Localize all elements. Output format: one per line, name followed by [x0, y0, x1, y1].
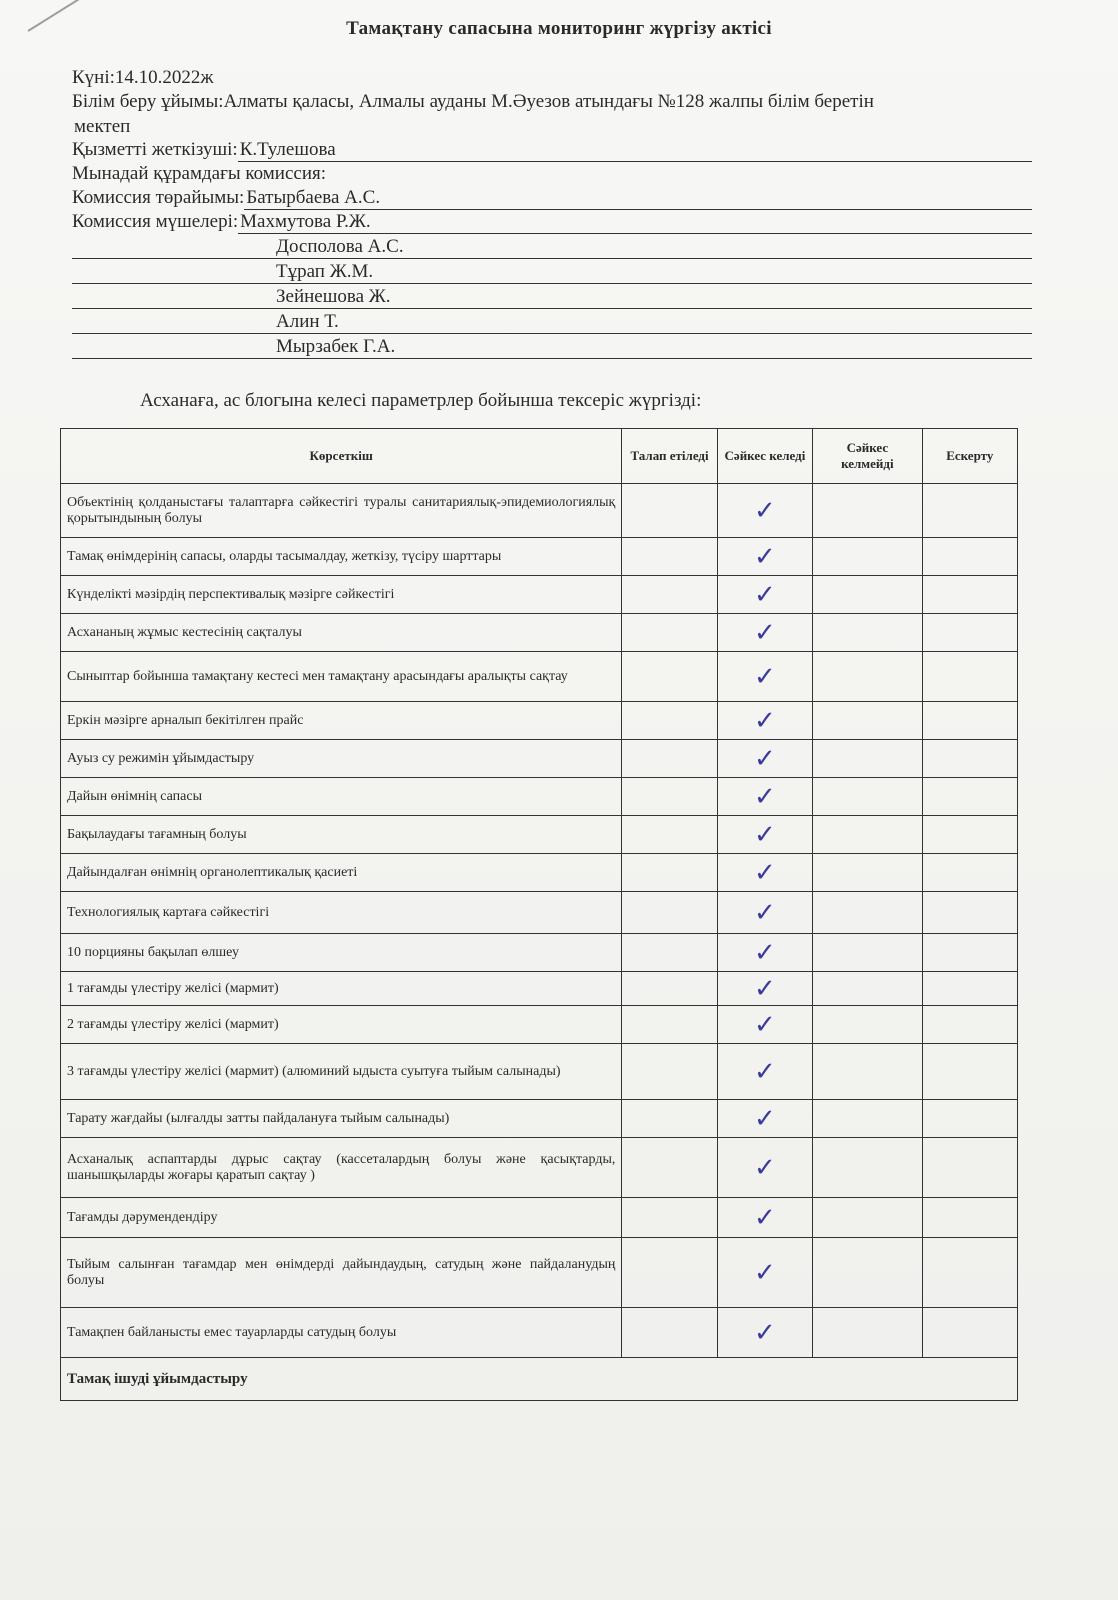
- table-row: [61, 538, 1018, 576]
- indicator-cell: Тыйым салынған тағамдар мен өнімдерді дайындаудың, сатудың және пайдаланудың болуы: [61, 1238, 622, 1308]
- member-name: Досполова А.С.: [274, 236, 1032, 259]
- indicator-cell: Технологиялық картаға сәйкестігі: [61, 892, 622, 934]
- required-cell: [622, 538, 717, 576]
- compliant-cell: [717, 1138, 812, 1198]
- checkmark-icon: ✓: [754, 1152, 776, 1183]
- table-row: [61, 652, 1018, 702]
- compliant-cell: [717, 1044, 812, 1100]
- compliant-cell: [717, 972, 812, 1006]
- table-row: [61, 1100, 1018, 1138]
- note-cell: [922, 1100, 1017, 1138]
- noncompliant-cell: [813, 1238, 922, 1308]
- noncompliant-cell: [813, 934, 922, 972]
- compliant-cell: [717, 854, 812, 892]
- compliant-cell: [717, 484, 812, 538]
- note-cell: [922, 538, 1017, 576]
- noncompliant-cell: [813, 1308, 922, 1358]
- header-compliant: Сәйкес келеді: [717, 429, 812, 484]
- meta-block: [72, 66, 1032, 359]
- indicator-cell: Тағамды дәрумендендіру: [61, 1198, 622, 1238]
- compliant-cell: [717, 1308, 812, 1358]
- chair-value: Батырбаева А.С.: [244, 187, 1032, 210]
- note-cell: [922, 816, 1017, 854]
- compliant-cell: [717, 1198, 812, 1238]
- supplier-row: [72, 138, 1032, 162]
- required-cell: [622, 740, 717, 778]
- commission-row: [72, 162, 1032, 186]
- checkmark-icon: ✓: [754, 1317, 776, 1348]
- table-row: [61, 1238, 1018, 1308]
- member-name: Зейнешова Ж.: [274, 286, 1032, 309]
- checkmark-icon: ✓: [754, 857, 776, 888]
- indicator-cell: Тамақпен байланысты емес тауарларды сатудың болуы: [61, 1308, 622, 1358]
- table-row: [61, 702, 1018, 740]
- noncompliant-cell: [813, 652, 922, 702]
- note-cell: [922, 1198, 1017, 1238]
- indicator-cell: Еркін мәзірге арналып бекітілген прайс: [61, 702, 622, 740]
- note-cell: [922, 1006, 1017, 1044]
- required-cell: [622, 652, 717, 702]
- chair-row: [72, 186, 1032, 210]
- commission-label: Мынадай құрамдағы комиссия:: [72, 163, 327, 184]
- note-cell: [922, 892, 1017, 934]
- table-row: [61, 1006, 1018, 1044]
- date-row: [72, 66, 1032, 90]
- checkmark-icon: ✓: [754, 1202, 776, 1233]
- note-cell: [922, 1044, 1017, 1100]
- compliant-cell: [717, 816, 812, 854]
- header-indicator: Көрсеткіш: [61, 429, 622, 484]
- section-title: Тамақ ішуді ұйымдастыру: [61, 1358, 1018, 1401]
- noncompliant-cell: [813, 702, 922, 740]
- member-row: [72, 234, 1032, 259]
- table-row: [61, 854, 1018, 892]
- compliant-cell: [717, 892, 812, 934]
- member-row: [72, 309, 1032, 334]
- indicator-cell: Бақылаудағы тағамның болуы: [61, 816, 622, 854]
- table-row: [61, 1138, 1018, 1198]
- table-row: [61, 892, 1018, 934]
- compliant-cell: [717, 778, 812, 816]
- members-label: Комиссия мүшелері:: [72, 211, 239, 232]
- note-cell: [922, 702, 1017, 740]
- table-row: [61, 614, 1018, 652]
- member-name: Махмутова Р.Ж.: [238, 211, 1032, 234]
- table-header-row: [61, 429, 1018, 484]
- note-cell: [922, 854, 1017, 892]
- required-cell: [622, 1100, 717, 1138]
- checkmark-icon: ✓: [754, 495, 776, 526]
- members-row: [72, 210, 1032, 234]
- note-cell: [922, 778, 1017, 816]
- required-cell: [622, 972, 717, 1006]
- date-label: Күні:: [72, 67, 115, 88]
- org-row-cont: [72, 114, 1032, 138]
- indicator-cell: Асханалық аспаптарды дұрыс сақтау (кассеталардың болуы және қасықтарды, шанышқыларды жоғары қаратып сақтау ): [61, 1138, 622, 1198]
- noncompliant-cell: [813, 614, 922, 652]
- checkmark-icon: ✓: [754, 897, 776, 928]
- checkmark-icon: ✓: [754, 743, 776, 774]
- document-title: Тамақтану сапасына мониторинг жүргізу актісі: [346, 18, 772, 39]
- indicator-cell: Тарату жағдайы (ылғалды затты пайдалануға тыйым салынады): [61, 1100, 622, 1138]
- supplier-label: Қызметті жеткізуші:: [72, 139, 238, 160]
- member-row: [72, 284, 1032, 309]
- required-cell: [622, 892, 717, 934]
- table-row: [61, 816, 1018, 854]
- member-name: Тұрап Ж.М.: [274, 261, 1032, 284]
- checkmark-icon: ✓: [754, 617, 776, 648]
- note-cell: [922, 614, 1017, 652]
- table-row: [61, 1198, 1018, 1238]
- compliant-cell: [717, 702, 812, 740]
- checkmark-icon: ✓: [754, 1009, 776, 1040]
- checkmark-icon: ✓: [754, 819, 776, 850]
- indicator-cell: Ауыз су режимін ұйымдастыру: [61, 740, 622, 778]
- note-cell: [922, 740, 1017, 778]
- noncompliant-cell: [813, 972, 922, 1006]
- required-cell: [622, 778, 717, 816]
- checkmark-icon: ✓: [754, 1257, 776, 1288]
- indicator-cell: Сыныптар бойынша тамақтану кестесі мен тамақтану арасындағы аралықты сақтау: [61, 652, 622, 702]
- indicator-cell: 1 тағамды үлестіру желісі (мармит): [61, 972, 622, 1006]
- compliant-cell: [717, 1100, 812, 1138]
- compliant-cell: [717, 652, 812, 702]
- noncompliant-cell: [813, 484, 922, 538]
- compliant-cell: [717, 934, 812, 972]
- note-cell: [922, 1138, 1017, 1198]
- note-cell: [922, 652, 1017, 702]
- checkmark-icon: ✓: [754, 937, 776, 968]
- checkmark-icon: ✓: [754, 781, 776, 812]
- table-row: [61, 934, 1018, 972]
- member-name: Алин Т.: [274, 311, 1032, 334]
- required-cell: [622, 484, 717, 538]
- checkmark-icon: ✓: [754, 661, 776, 692]
- noncompliant-cell: [813, 740, 922, 778]
- member-row: [72, 259, 1032, 284]
- note-cell: [922, 972, 1017, 1006]
- noncompliant-cell: [813, 1100, 922, 1138]
- indicator-cell: 10 порцияны бақылап өлшеу: [61, 934, 622, 972]
- indicator-cell: Күнделікті мәзірдің перспективалық мәзірге сәйкестігі: [61, 576, 622, 614]
- header-required: Талап етіледі: [622, 429, 717, 484]
- noncompliant-cell: [813, 538, 922, 576]
- note-cell: [922, 934, 1017, 972]
- required-cell: [622, 1238, 717, 1308]
- table-body: [61, 484, 1018, 1401]
- note-cell: [922, 576, 1017, 614]
- indicator-cell: 3 тағамды үлестіру желісі (мармит) (алюминий ыдыста суытуға тыйым салынады): [61, 1044, 622, 1100]
- chair-label: Комиссия төрайымы:: [72, 187, 245, 208]
- noncompliant-cell: [813, 576, 922, 614]
- table-row: [61, 484, 1018, 538]
- checkmark-icon: ✓: [754, 541, 776, 572]
- required-cell: [622, 854, 717, 892]
- indicator-cell: Тамақ өнімдерінің сапасы, оларды тасымалдау, жеткізу, түсіру шарттары: [61, 538, 622, 576]
- member-row: [72, 334, 1032, 359]
- noncompliant-cell: [813, 854, 922, 892]
- table-row: [61, 778, 1018, 816]
- header-noncompliant: Сәйкес келмейді: [813, 429, 922, 484]
- org-value: Алматы қаласы, Алмалы ауданы М.Әуезов атындағы №128 жалпы білім беретін: [223, 91, 874, 112]
- checkmark-icon: ✓: [754, 1103, 776, 1134]
- required-cell: [622, 702, 717, 740]
- table-row: [61, 1044, 1018, 1100]
- table-row: [61, 740, 1018, 778]
- noncompliant-cell: [813, 778, 922, 816]
- compliant-cell: [717, 576, 812, 614]
- indicator-cell: Асхананың жұмыс кестесінің сақталуы: [61, 614, 622, 652]
- checkmark-icon: ✓: [754, 973, 776, 1004]
- required-cell: [622, 1138, 717, 1198]
- note-cell: [922, 1308, 1017, 1358]
- required-cell: [622, 1006, 717, 1044]
- member-name: Мырзабек Г.А.: [274, 336, 1032, 359]
- note-cell: [922, 484, 1017, 538]
- indicator-cell: Дайындалған өнімнің органолептикалық қасиеті: [61, 854, 622, 892]
- table-row: [61, 1308, 1018, 1358]
- noncompliant-cell: [813, 1138, 922, 1198]
- noncompliant-cell: [813, 816, 922, 854]
- compliant-cell: [717, 614, 812, 652]
- compliant-cell: [717, 1238, 812, 1308]
- intro-text: Асханаға, ас блогына келесі параметрлер бойынша тексеріс жүргізді:: [140, 390, 702, 411]
- required-cell: [622, 1044, 717, 1100]
- compliant-cell: [717, 740, 812, 778]
- checkmark-icon: ✓: [754, 579, 776, 610]
- indicator-cell: 2 тағамды үлестіру желісі (мармит): [61, 1006, 622, 1044]
- checkmark-icon: ✓: [754, 705, 776, 736]
- org-row: [72, 90, 1032, 114]
- compliant-cell: [717, 1006, 812, 1044]
- required-cell: [622, 934, 717, 972]
- section-row: [61, 1358, 1018, 1401]
- indicator-cell: Дайын өнімнің сапасы: [61, 778, 622, 816]
- table-row: [61, 576, 1018, 614]
- checkmark-icon: ✓: [754, 1056, 776, 1087]
- table-row: [61, 972, 1018, 1006]
- org-value-cont: мектеп: [74, 116, 131, 137]
- required-cell: [622, 576, 717, 614]
- noncompliant-cell: [813, 1006, 922, 1044]
- required-cell: [622, 1198, 717, 1238]
- date-value: 14.10.2022ж: [114, 67, 214, 88]
- inspection-table: [60, 428, 1018, 1401]
- noncompliant-cell: [813, 1044, 922, 1100]
- compliant-cell: [717, 538, 812, 576]
- header-note: Ескерту: [922, 429, 1017, 484]
- supplier-value: К.Тулешова: [238, 139, 1032, 162]
- indicator-cell: Объектінің қолданыстағы талаптарға сәйкестігі туралы санитариялық-эпидемиологиялық қорытындының болуы: [61, 484, 622, 538]
- note-cell: [922, 1238, 1017, 1308]
- org-label: Білім беру ұйымы:: [72, 91, 224, 112]
- required-cell: [622, 816, 717, 854]
- required-cell: [622, 1308, 717, 1358]
- noncompliant-cell: [813, 1198, 922, 1238]
- required-cell: [622, 614, 717, 652]
- noncompliant-cell: [813, 892, 922, 934]
